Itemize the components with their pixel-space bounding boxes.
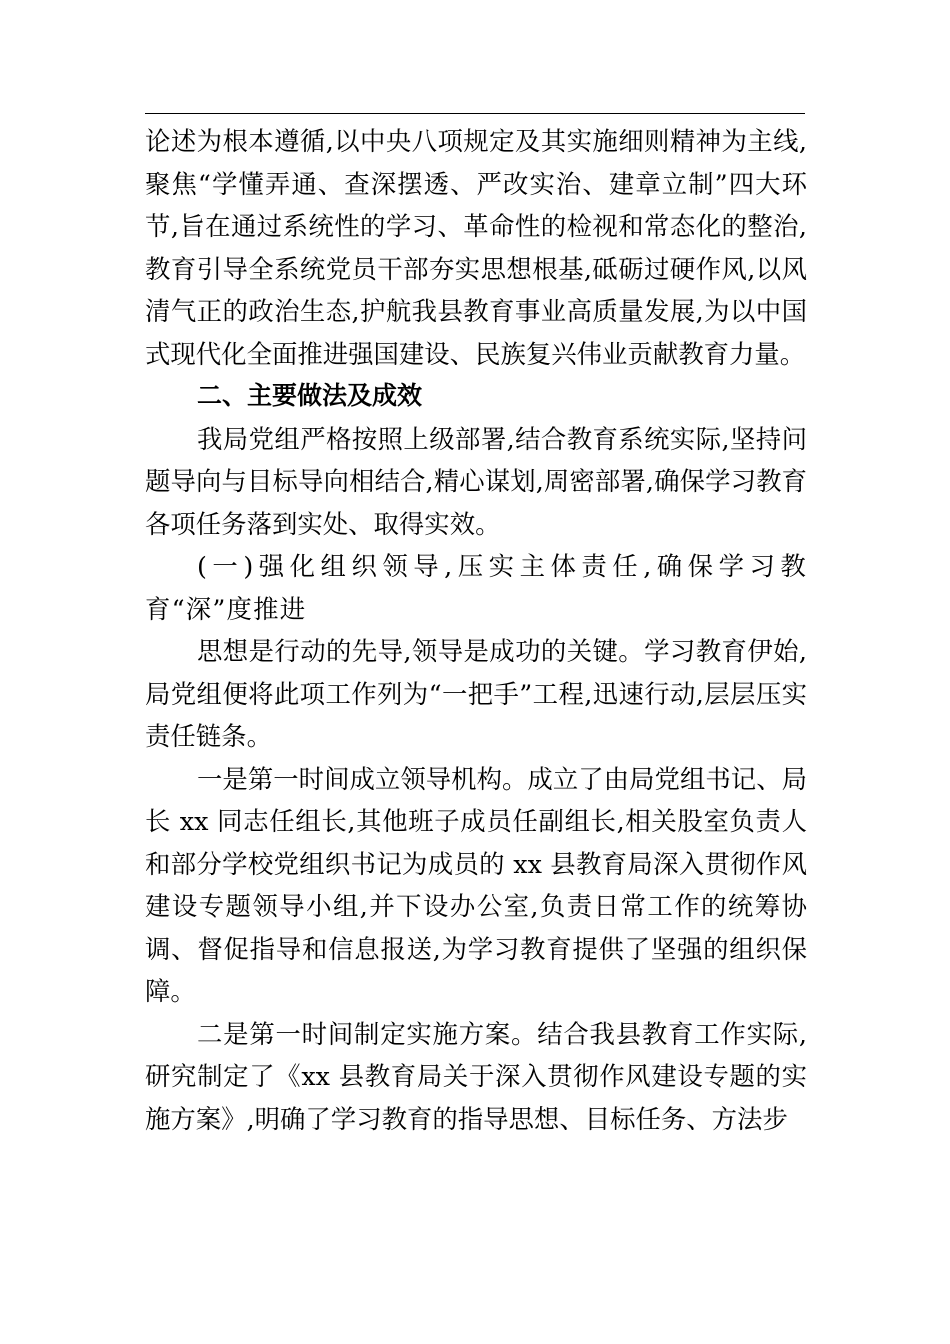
paragraph-leadership-key: 思想是行动的先导,领导是成功的关键。学习教育伊始,局党组便将此项工作列为“一把手”工程,迅速行动,层层压实责任链条。 [145,636,807,751]
document-body [145,120,807,1140]
header-rule [145,113,805,114]
section-heading-main-practices: 二、主要做法及成效 [197,381,423,410]
paragraph-leading-group: 一是第一时间成立领导机构。成立了由局党组书记、局长 xx 同志任组长,其他班子成员任副组长,相关股室负责人和部分学校党组织书记为成员的 xx 县教育局深入贯彻作风建设专题领导小组,并下设办公室,负责日常工作的统筹协调、督促指导和信息报送,为学习教育提供了坚强的组织保障。 [145,763,807,1006]
paragraph-implementation-plan: 二是第一时间制定实施方案。结合我县教育工作实际,研究制定了《xx 县教育局关于深入贯彻作风建设专题的实施方案》,明确了学习教育的指导思想、目标任务、方法步 [145,1018,807,1134]
paragraph-overview: 我局党组严格按照上级部署,结合教育系统实际,坚持问题导向与目标导向相结合,精心谋划,周密部署,确保学习教育各项任务落到实处、取得实效。 [145,423,807,539]
subheading-organizational-leadership: (一)强化组织领导,压实主体责任,确保学习教育“深”度推进 [145,551,807,624]
paragraph-continued-intro: 论述为根本遵循,以中央八项规定及其实施细则精神为主线,聚焦“学懂弄通、查深摆透、严改实治、建章立制”四大环节,旨在通过系统性的学习、革命性的检视和常态化的整治,教育引导全系统党员干部夯实思想根基,砥砺过硬作风,以风清气正的政治生态,护航我县教育事业高质量发展,为以中国式现代化全面推进强国建设、民族复兴伟业贡献教育力量。 [145,126,807,369]
